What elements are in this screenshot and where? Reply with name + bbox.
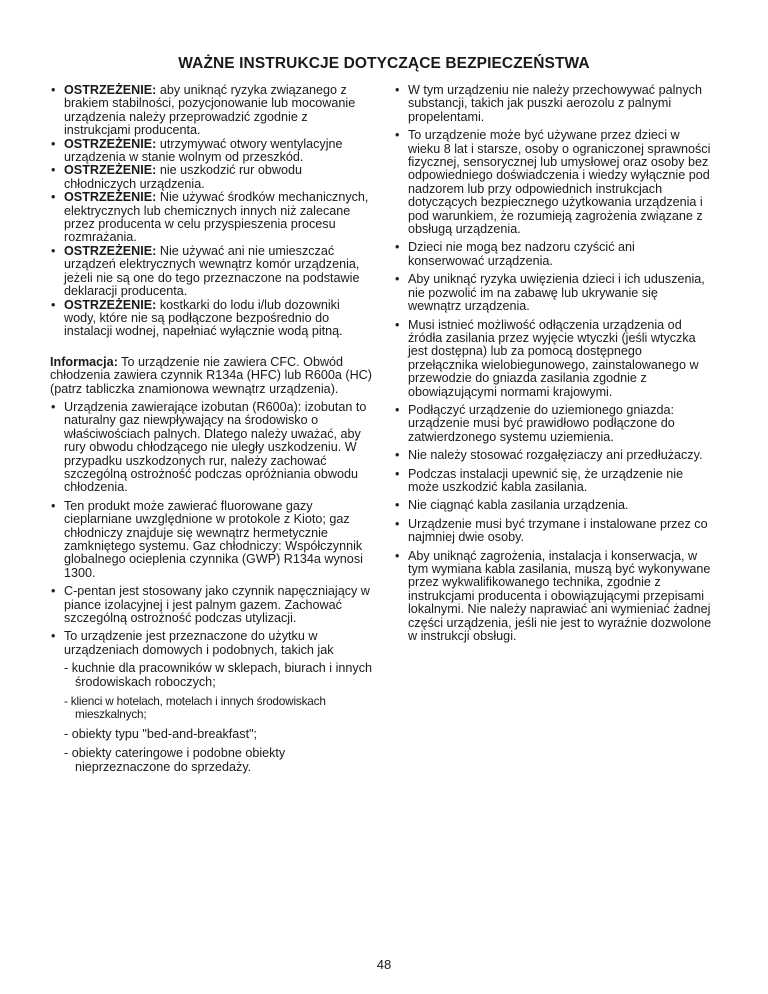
warning-item [50, 245, 372, 299]
right-item: • Nie ciągnąć kabla zasilania urządzenia. [394, 499, 714, 512]
info-list [50, 401, 372, 774]
right-item: • Aby uniknąć ryzyka uwięzienia dzieci i ich uduszenia, nie pozwolić im na zabawę lub ukrywanie się wewnątrz urządzenia. [394, 273, 714, 313]
warning-text: utrzymywać otwory wentylacyjne urządzenia w stanie wolnym od przeszkód. [64, 136, 343, 165]
warning-text: Nie używać ani nie umieszczać urządzeń elektrycznych wewnątrz komór urządzenia, jeżeli nie są one do tego przeznaczone na podstawie deklaracji producenta. [64, 243, 360, 299]
warning-label: OSTRZEŻENIE: [64, 83, 157, 97]
right-list [394, 84, 714, 643]
info-item: • C-pentan jest stosowany jako czynnik napęczniający w piance izolacyjnej i jest palnym gazem. Zachować szczególną ostrożność podczas utylizacji. [50, 585, 372, 625]
right-item: • Dzieci nie mogą bez nadzoru czyścić ani konserwować urządzenia. [394, 241, 714, 268]
info-item: • Ten produkt może zawierać fluorowane gazy cieplarniane uwzględnione w protokole z Kioto; gaz chłodniczy znajduje się wewnątrz hermetycznie zamkniętego systemu. Gaz chłodniczy: Współczynnik globalnego ocieplenia czynnika (GWP) R134a wynosi 1300. [50, 500, 372, 580]
info-label: Informacja: [50, 354, 118, 369]
warning-label: OSTRZEŻENIE: [64, 190, 157, 205]
info-paragraph [50, 356, 372, 396]
sub-item: - obiekty cateringowe i podobne obiekty nieprzeznaczone do sprzedaży. [64, 746, 286, 774]
right-item: • Musi istnieć możliwość odłączenia urządzenia od źródła zasilania przez wyjęcie wtyczki (jeśli wtyczka jest dostępna) lub za pomocą dostępnego przełącznika wielobiegunowego, zainstalowanego w przewodzie do gniazda zasilania zgodnie z obowiązującymi normami krajowymi. [394, 319, 714, 399]
sub-item: - kuchnie dla pracowników w sklepach, biurach i innych środowiskach roboczych; [64, 661, 372, 689]
warning-label: OSTRZEŻENIE: [64, 163, 157, 178]
sub-list [64, 662, 372, 774]
warning-label: OSTRZEŻENIE: [64, 297, 157, 312]
page-number: 48 [376, 957, 392, 972]
right-item: • Aby uniknąć zagrożenia, instalacja i konserwacja, w tym wymiana kabla zasilania, muszą być wykonywane przez wykwalifikowanego technika, zgodnie z instrukcjami producenta i obowiązującymi przepisami lokalnymi. Nie należy naprawiać ani wymieniać żadnej części urządzenia, jeśli nie jest to wyraźnie dozwolone w instrukcji obsługi. [394, 550, 714, 644]
info-item [50, 630, 372, 774]
page-title: WAŻNE INSTRUKCJE DOTYCZĄCE BEZPIECZEŃSTWA [178, 55, 590, 72]
right-item: • Podczas instalacji upewnić się, że urządzenie nie może uszkodzić kabla zasilania. [394, 468, 714, 495]
sub-item: - obiekty typu "bed-and-breakfast"; [64, 726, 258, 741]
info-item-text: To urządzenie jest przeznaczone do użytku w urządzeniach domowych i podobnych, takich jak [64, 629, 334, 657]
warning-item [50, 299, 372, 339]
warning-text: aby uniknąć ryzyka związanego z brakiem stabilności, pozycjonowanie lub mocowanie urządzenia należy przeprowadzić zgodnie z instrukcjami producenta. [64, 83, 356, 138]
right-item: • Podłączyć urządzenie do uziemionego gniazda: urządzenie musi być prawidłowo podłączone do zatwierdzonego systemu uziemienia. [394, 404, 714, 444]
sub-item: - klienci w hotelach, motelach i innych środowiskach mieszkalnych; [64, 694, 326, 722]
warning-text: nie uszkodzić rur obwodu chłodniczych urządzenia. [64, 163, 302, 191]
right-item: • Urządzenie musi być trzymane i instalowane przez co najmniej dwie osoby. [394, 518, 714, 545]
info-item: • Urządzenia zawierające izobutan (R600a): izobutan to naturalny gaz niewpływający na środowisko o właściwościach palnych. Dlatego należy uważać, aby rury obwodu chłodzącego nie uległy uszkodzeniu. W przypadku uszkodzonych rur, należy zachować szczególną ostrożność podczas opróżniania obwodu chłodzenia. [50, 401, 372, 495]
warning-text: Nie używać środków mechanicznych, elektrycznych lub chemicznych innych niż zalecane przez producenta w celu przyspieszenia procesu rozmrażania. [64, 190, 369, 245]
right-item: • W tym urządzeniu nie należy przechowywać palnych substancji, takich jak puszki aerozolu z palnymi propelentami. [394, 84, 714, 124]
warnings-list [50, 84, 372, 339]
right-item: • Nie należy stosować rozgałęziaczy ani przedłużaczy. [394, 449, 714, 462]
warning-item [50, 191, 372, 245]
warning-label: OSTRZEŻENIE: [64, 243, 157, 258]
info-text: To urządzenie nie zawiera CFC. Obwód chłodzenia zawiera czynnik R134a (HFC) lub R600a (HC) (patrz tabliczka znamionowa wewnątrz urządzenia). [50, 354, 372, 396]
warning-item [50, 138, 372, 165]
warning-item [50, 164, 372, 191]
right-column [394, 84, 714, 648]
left-column [50, 84, 372, 780]
warning-text: kostkarki do lodu i/lub dozowniki wody, które nie są podłączone bezpośrednio do instalacji wodnej, napełniać wyłącznie wodą pitną. [64, 297, 343, 339]
warning-label: OSTRZEŻENIE: [64, 136, 157, 151]
right-item: • To urządzenie może być używane przez dzieci w wieku 8 lat i starsze, osoby o ograniczonej sprawności fizycznej, sensorycznej lub umysłowej oraz osoby bez odpowiedniego doświadczenia i wiedzy wyłącznie pod nadzorem lub przy odpowiednich instrukcjach dotyczących bezpiecznego użytkowania urządzenia i pod warunkiem, że rozumieją zagrożenia związane z obsługą urządzenia. [394, 129, 714, 236]
warning-item [50, 84, 372, 138]
